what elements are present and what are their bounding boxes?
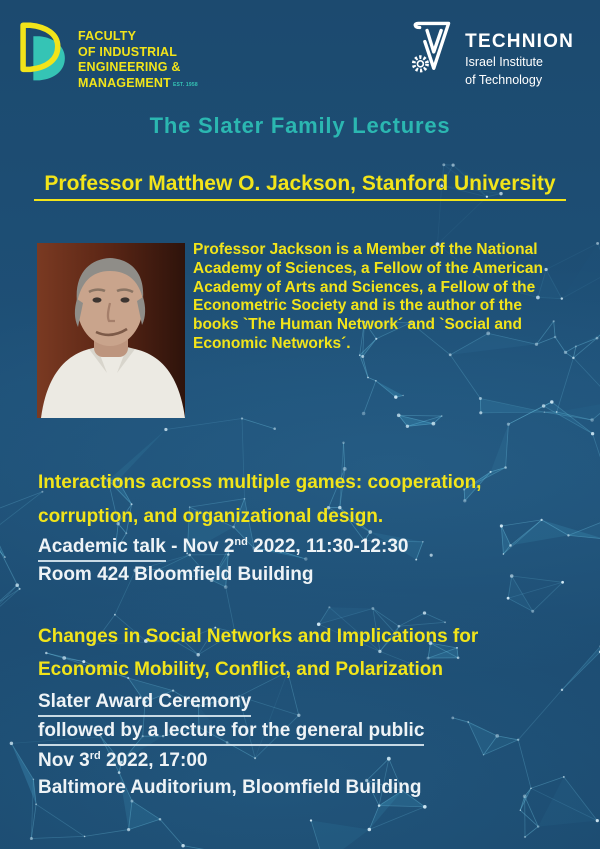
faculty-logo-text [78,29,198,91]
talk1-date-prefix: - Nov 2 [165,536,235,557]
talk2-event-sublabel-row [38,720,424,746]
faculty-logo-line: MANAGEMENT EST. 1958 [78,75,198,90]
technion-logo-text [465,31,574,88]
speaker-bio [193,241,543,354]
bio-line: Academy of Sciences, a Fellow of the American [193,259,544,277]
faculty-logo-line: ENGINEERING & [78,60,181,74]
talk2-title [38,620,478,686]
talk2-datetime [38,750,207,772]
bio-line: Professor Jackson is a Member of the National [193,241,538,258]
technion-subtitle-line: Israel Institute [465,55,543,69]
technion-subtitle-line: of Technology [465,72,543,87]
talk1-title-line1: Interactions across multiple games: cooperation, [38,472,482,493]
bio-line: Economic Networks´. [193,334,351,352]
speaker-photo [37,243,185,418]
bio-line: Academy of Arts and Sciences, a Fellow of the [193,278,536,296]
talk1-title-line2: corruption, and organizational design. [38,506,384,527]
talk1-location: Room 424 Bloomfield Building [38,564,314,585]
talk2-event-label-row [38,691,251,717]
talk2-event-label: Slater Award Ceremony [38,691,251,717]
faculty-d-mark-icon [16,20,68,84]
technion-logo [410,20,574,88]
faculty-logo-line: FACULTY [78,29,137,43]
technion-logo-icon [410,20,456,78]
talk2-date-ordinal: rd [89,750,101,762]
speaker-name-underlined: Professor Matthew O. Jackson, Stanford University [34,172,565,201]
series-title: The Slater Family Lectures [149,113,451,138]
talk1-date-ordinal: nd [234,536,248,548]
talk2-event-sublabel: followed by a lecture for the general public [38,720,424,746]
faculty-logo-line: OF INDUSTRIAL [78,44,178,59]
bio-line: Econometric Society and is the author of the [193,297,522,315]
talk2-title-line1: Changes in Social Networks and Implications for [38,626,479,647]
talk1-title [38,466,481,534]
talk2-date-suffix: 2022, 17:00 [100,750,208,771]
speaker-portrait [37,243,185,418]
talk2-location: Baltimore Auditorium, Bloomfield Building [38,777,422,798]
faculty-est-label: EST. 1958 [172,81,198,88]
faculty-logo [16,20,198,91]
talk1-type-label: Academic talk [38,536,166,562]
technion-wordmark: TECHNION [465,31,574,52]
speaker-title [0,172,600,196]
talk1-datetime [38,536,408,562]
talk2-title-line2: Economic Mobility, Conflict, and Polarization [38,659,444,680]
talk2-date-prefix: Nov 3 [38,750,90,771]
bio-line: books `The Human Network´ and `Social and [193,316,522,334]
talk1-date-suffix: 2022, 11:30-12:30 [247,536,409,557]
